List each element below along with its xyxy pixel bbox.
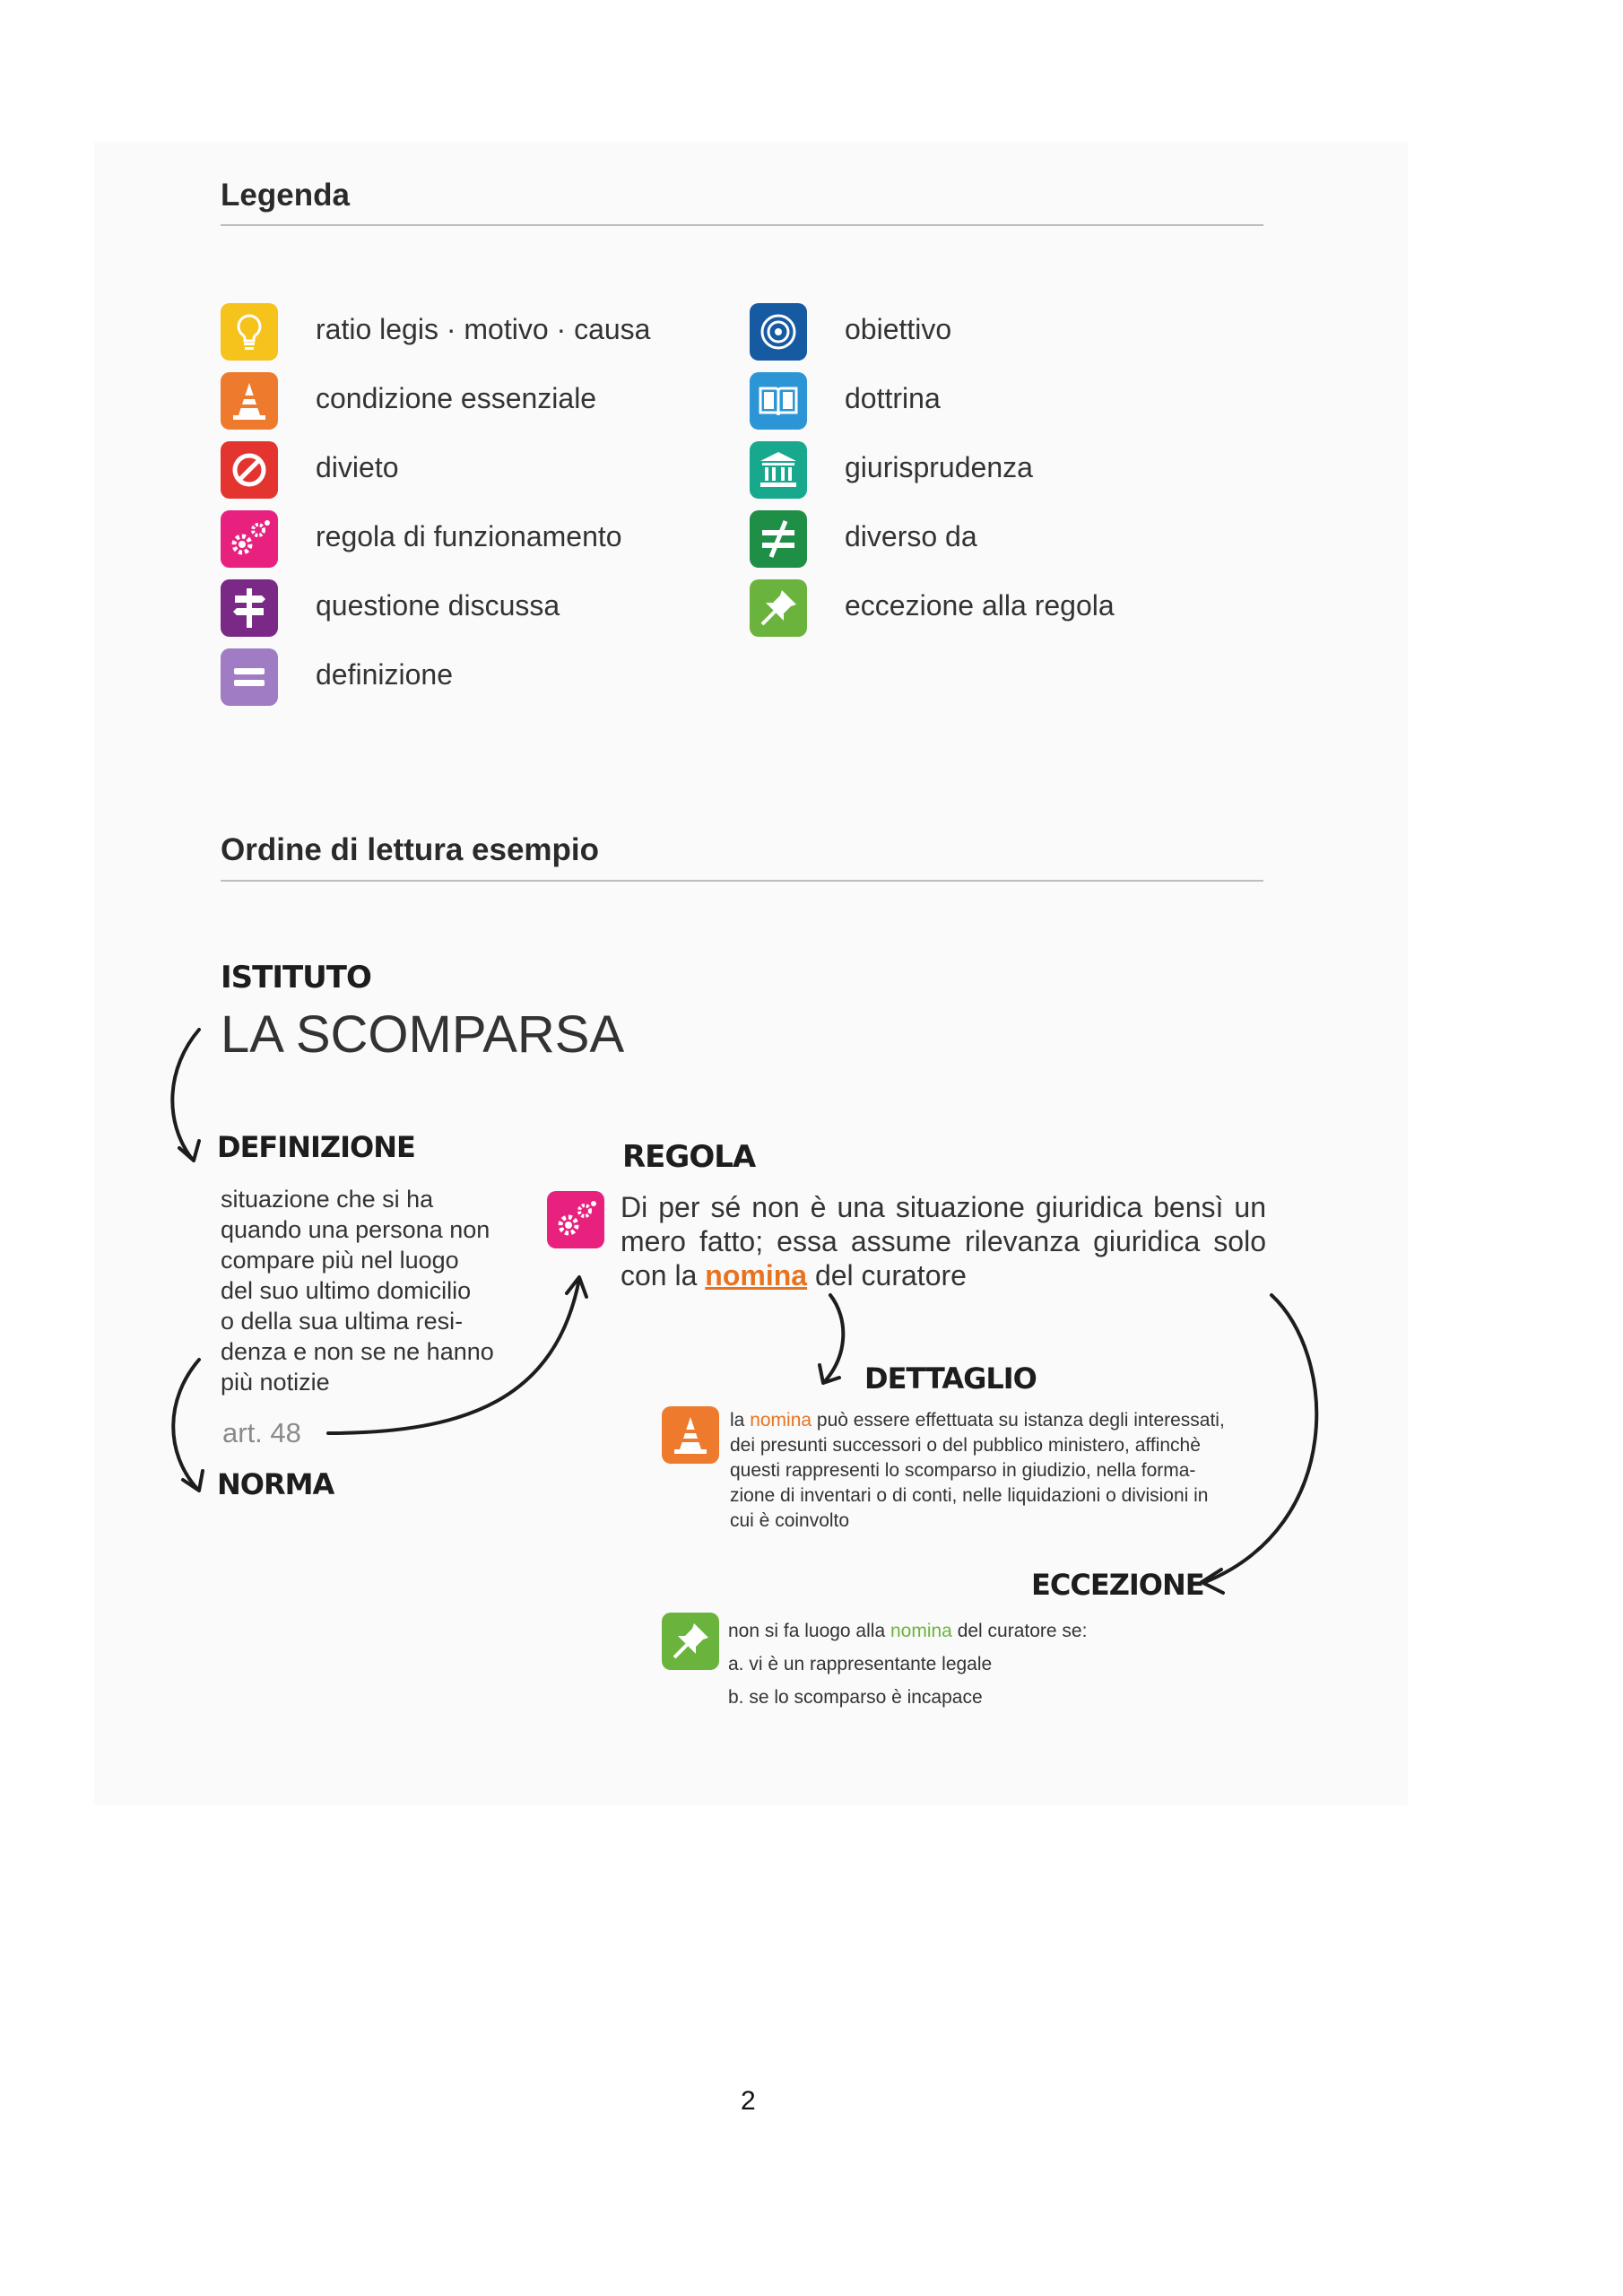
dettaglio-line: dei presunti successori o del pubblico ministero, affinchè (730, 1435, 1201, 1456)
eccezione-prefix: non si fa luogo alla (728, 1621, 890, 1641)
target-icon (750, 303, 807, 361)
dettaglio-prefix: la (730, 1410, 751, 1431)
definizione-line: denza e non se ne hanno (221, 1338, 494, 1365)
gears-icon (547, 1191, 604, 1248)
legend-label-diverso: diverso da (845, 520, 977, 552)
eccezione-item: b. se lo scomparso è incapace (728, 1687, 983, 1708)
open-book-icon (750, 372, 807, 430)
legend-label-regola: regola di funzionamento (316, 520, 622, 552)
eccezione-label: ECCEZIONE (1031, 1568, 1204, 1602)
definizione-text (221, 1184, 525, 1397)
regola-text (621, 1190, 1266, 1292)
dettaglio-line: questi rappresenti lo scomparso in giudizio, nella forma- (730, 1460, 1196, 1481)
dettaglio-text (730, 1408, 1225, 1534)
legend-label-dottrina: dottrina (845, 382, 941, 414)
definizione-line: compare più nel luogo (221, 1247, 459, 1274)
definizione-line: del suo ultimo domicilio (221, 1277, 472, 1304)
regola-text-start: Di per sé non è una situazione giuridica bensì un mero fatto; essa assume rilevanza giuridica solo con la (621, 1191, 1266, 1292)
page-number: 2 (741, 2086, 756, 2116)
example-divider (221, 880, 1263, 882)
legend-divider (221, 224, 1263, 226)
courthouse-icon (750, 441, 807, 499)
dettaglio-line: cui è coinvolto (730, 1510, 850, 1531)
regola-keyword: nomina (705, 1259, 808, 1292)
definizione-line: più notizie (221, 1369, 330, 1396)
definizione-line: o della sua ultima resi- (221, 1308, 464, 1335)
pushpin-icon (662, 1613, 719, 1670)
eccezione-keyword: nomina (890, 1621, 952, 1641)
not-equal-icon (750, 510, 807, 568)
legend-label-ratio-legis: ratio legis · motivo · causa (316, 313, 651, 345)
eccezione-item: a. vi è un rappresentante legale (728, 1654, 993, 1674)
legend-label-definizione: definizione (316, 658, 453, 691)
dettaglio-label: DETTAGLIO (864, 1361, 1037, 1396)
example-heading: Ordine di lettura esempio (221, 832, 600, 867)
dettaglio-suffix: può essere effettuata su istanza degli interessati, (812, 1410, 1225, 1431)
legend-heading: Legenda (221, 178, 350, 213)
equals-icon (221, 648, 278, 706)
gears-icon (221, 510, 278, 568)
legend-label-questione: questione discussa (316, 589, 560, 622)
definizione-line: quando una persona non (221, 1216, 490, 1243)
dettaglio-keyword: nomina (750, 1410, 812, 1431)
definizione-line: situazione che si ha (221, 1186, 434, 1213)
regola-label: REGOLA (622, 1139, 756, 1175)
legend-label-divieto: divieto (316, 451, 399, 483)
pushpin-icon (750, 579, 807, 637)
istituto-title: LA SCOMPARSA (221, 1005, 625, 1064)
istituto-label: ISTITUTO (221, 960, 371, 996)
dettaglio-line: zione di inventari o di conti, nelle liquidazioni o divisioni in (730, 1485, 1209, 1506)
norma-reference: art. 48 (222, 1417, 301, 1448)
legend-label-giurisprudenza: giurisprudenza (845, 451, 1033, 483)
dettaglio-line (730, 1408, 1225, 1433)
eccezione-text (728, 1614, 1087, 1714)
no-entry-icon (221, 441, 278, 499)
traffic-cone-icon (662, 1406, 719, 1464)
legend-label-eccezione: eccezione alla regola (845, 589, 1115, 622)
legend-label-obiettivo: obiettivo (845, 313, 952, 345)
definizione-label: DEFINIZIONE (217, 1130, 415, 1164)
traffic-cone-icon (221, 372, 278, 430)
regola-text-end: del curatore (807, 1259, 967, 1292)
eccezione-line (728, 1614, 1087, 1648)
legend-label-condizione: condizione essenziale (316, 382, 597, 414)
eccezione-suffix: del curatore se: (951, 1621, 1088, 1641)
norma-label: NORMA (217, 1467, 334, 1501)
lightbulb-icon (221, 303, 278, 361)
signpost-icon (221, 579, 278, 637)
